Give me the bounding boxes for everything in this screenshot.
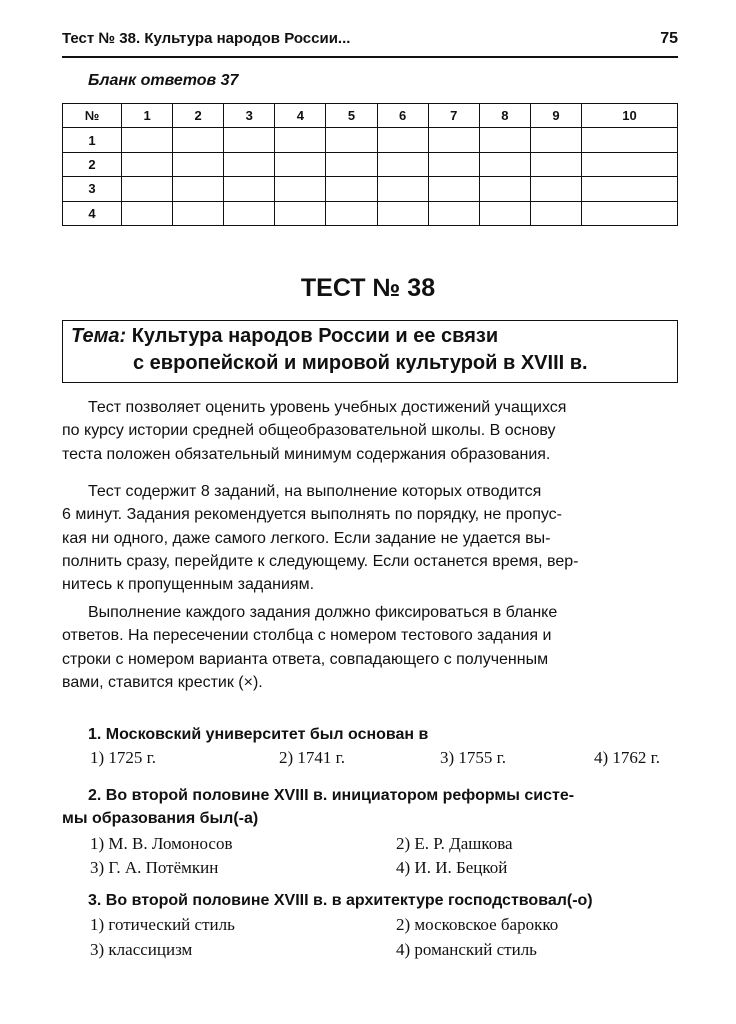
question-1-option[interactable]: 3) 1755 г. <box>440 748 506 767</box>
answer-cell[interactable] <box>428 177 479 201</box>
answer-blank-table <box>62 103 678 226</box>
answer-cell[interactable] <box>581 128 677 152</box>
answer-cell[interactable] <box>173 128 224 152</box>
answer-cell[interactable] <box>275 201 326 225</box>
column-header: 8 <box>479 104 530 128</box>
answer-cell[interactable] <box>377 152 428 176</box>
answer-cell[interactable] <box>377 177 428 201</box>
text-line: ответов. На пересечении столбца с номером тестового задания и <box>62 627 552 645</box>
answer-cell[interactable] <box>530 152 581 176</box>
table-row <box>63 201 678 225</box>
row-label: 4 <box>63 201 122 225</box>
text-line: 6 минут. Задания рекомендуется выполнять по порядку, не пропус- <box>62 506 562 524</box>
text-line: Тест содержит 8 заданий, на выполнение которых отводится <box>88 483 542 500</box>
table-header-row <box>63 104 678 128</box>
answer-cell[interactable] <box>530 201 581 225</box>
answer-cell[interactable] <box>326 201 377 225</box>
page-number: 75 <box>660 30 678 47</box>
question-2-option[interactable]: 1) М. В. Ломоносов <box>90 834 233 853</box>
answer-cell[interactable] <box>173 177 224 201</box>
answer-cell[interactable] <box>479 128 530 152</box>
text-line: вами, ставится крестик (×). <box>62 673 263 691</box>
question-1-option[interactable]: 1) 1725 г. <box>90 748 156 767</box>
table-row <box>63 128 678 152</box>
topic-text-1: Культура народов России и ее связи <box>131 325 499 347</box>
answer-cell[interactable] <box>275 152 326 176</box>
answer-cell[interactable] <box>224 152 275 176</box>
column-header: 9 <box>530 104 581 128</box>
table-row <box>63 177 678 201</box>
answer-cell[interactable] <box>122 177 173 201</box>
text-line: полнить сразу, перейдите к следующему. Если останется время, вер- <box>62 552 579 570</box>
answer-cell[interactable] <box>530 128 581 152</box>
answer-cell[interactable] <box>581 177 677 201</box>
answer-cell[interactable] <box>122 152 173 176</box>
intro-paragraph-3 <box>62 601 678 694</box>
answer-cell[interactable] <box>428 152 479 176</box>
row-label: 3 <box>63 177 122 201</box>
question-3-text: 3. Во второй половине XVIII в. в архитектуре господствовал(-о) <box>88 892 593 909</box>
answer-cell[interactable] <box>224 177 275 201</box>
row-label: 1 <box>63 128 122 152</box>
column-header: № <box>63 104 122 128</box>
question-1-text: 1. Московский университет был основан в <box>88 726 429 743</box>
answer-cell[interactable] <box>275 128 326 152</box>
text-line: теста положен обязательный минимум содержания образования. <box>62 445 551 463</box>
answer-cell[interactable] <box>326 128 377 152</box>
text-line: по курсу истории средней общеобразовательной школы. В основу <box>62 422 556 440</box>
text-line: строки с номером варианта ответа, совпадающего с полученным <box>62 650 549 668</box>
answer-cell[interactable] <box>173 201 224 225</box>
question-2-option[interactable]: 2) Е. Р. Дашкова <box>396 834 513 853</box>
question-3-option[interactable]: 3) классицизм <box>90 940 193 959</box>
answer-cell[interactable] <box>173 152 224 176</box>
column-header: 6 <box>377 104 428 128</box>
answer-cell[interactable] <box>581 152 677 176</box>
answer-cell[interactable] <box>122 128 173 152</box>
answer-cell[interactable] <box>122 201 173 225</box>
text-line: Тест позволяет оценить уровень учебных достижений учащихся <box>88 399 567 416</box>
answer-cell[interactable] <box>479 152 530 176</box>
topic-line-1 <box>71 325 498 348</box>
column-header: 1 <box>122 104 173 128</box>
answer-cell[interactable] <box>428 128 479 152</box>
question-1-option[interactable]: 2) 1741 г. <box>279 748 345 767</box>
answer-cell[interactable] <box>275 177 326 201</box>
text-line: кая ни одного, даже самого легкого. Если задание не удается вы- <box>62 529 551 547</box>
question-2-text-line-2: мы образования был(-а) <box>62 810 259 827</box>
question-2-text-line-1: 2. Во второй половине XVIII в. инициатором реформы систе- <box>88 787 575 804</box>
question-2-option[interactable]: 4) И. И. Бецкой <box>396 858 508 877</box>
text-line: Выполнение каждого задания должно фиксироваться в бланке <box>88 604 558 621</box>
topic-box <box>62 320 678 383</box>
test-title: ТЕСТ № 38 <box>300 274 436 302</box>
topic-line-2: с европейской и мировой культурой в XVIII в. <box>133 352 588 374</box>
answer-cell[interactable] <box>479 177 530 201</box>
answer-blank-title: Бланк ответов 37 <box>88 72 239 89</box>
column-header: 3 <box>224 104 275 128</box>
column-header: 4 <box>275 104 326 128</box>
question-2-option[interactable]: 3) Г. А. Потёмкин <box>90 858 219 877</box>
answer-cell[interactable] <box>326 152 377 176</box>
running-header <box>62 28 678 58</box>
answer-cell[interactable] <box>377 201 428 225</box>
answer-cell[interactable] <box>377 128 428 152</box>
question-1-option[interactable]: 4) 1762 г. <box>594 748 660 767</box>
answer-cell[interactable] <box>224 128 275 152</box>
column-header: 10 <box>581 104 677 128</box>
topic-label: Тема: <box>71 325 127 347</box>
text-line: нитесь к пропущенным заданиям. <box>62 576 315 594</box>
column-header: 5 <box>326 104 377 128</box>
answer-cell[interactable] <box>428 201 479 225</box>
intro-paragraph-1 <box>62 396 678 466</box>
answer-cell[interactable] <box>326 177 377 201</box>
table-row <box>63 152 678 176</box>
answer-cell[interactable] <box>530 177 581 201</box>
question-3-option[interactable]: 2) московское барокко <box>396 915 559 934</box>
column-header: 2 <box>173 104 224 128</box>
row-label: 2 <box>63 152 122 176</box>
question-3-option[interactable]: 1) готический стиль <box>90 915 235 934</box>
running-title: Тест № 38. Культура народов России... <box>62 30 351 47</box>
answer-cell[interactable] <box>581 201 677 225</box>
answer-cell[interactable] <box>224 201 275 225</box>
question-3-option[interactable]: 4) романский стиль <box>396 940 537 959</box>
column-header: 7 <box>428 104 479 128</box>
answer-cell[interactable] <box>479 201 530 225</box>
intro-paragraph-2 <box>62 480 678 596</box>
